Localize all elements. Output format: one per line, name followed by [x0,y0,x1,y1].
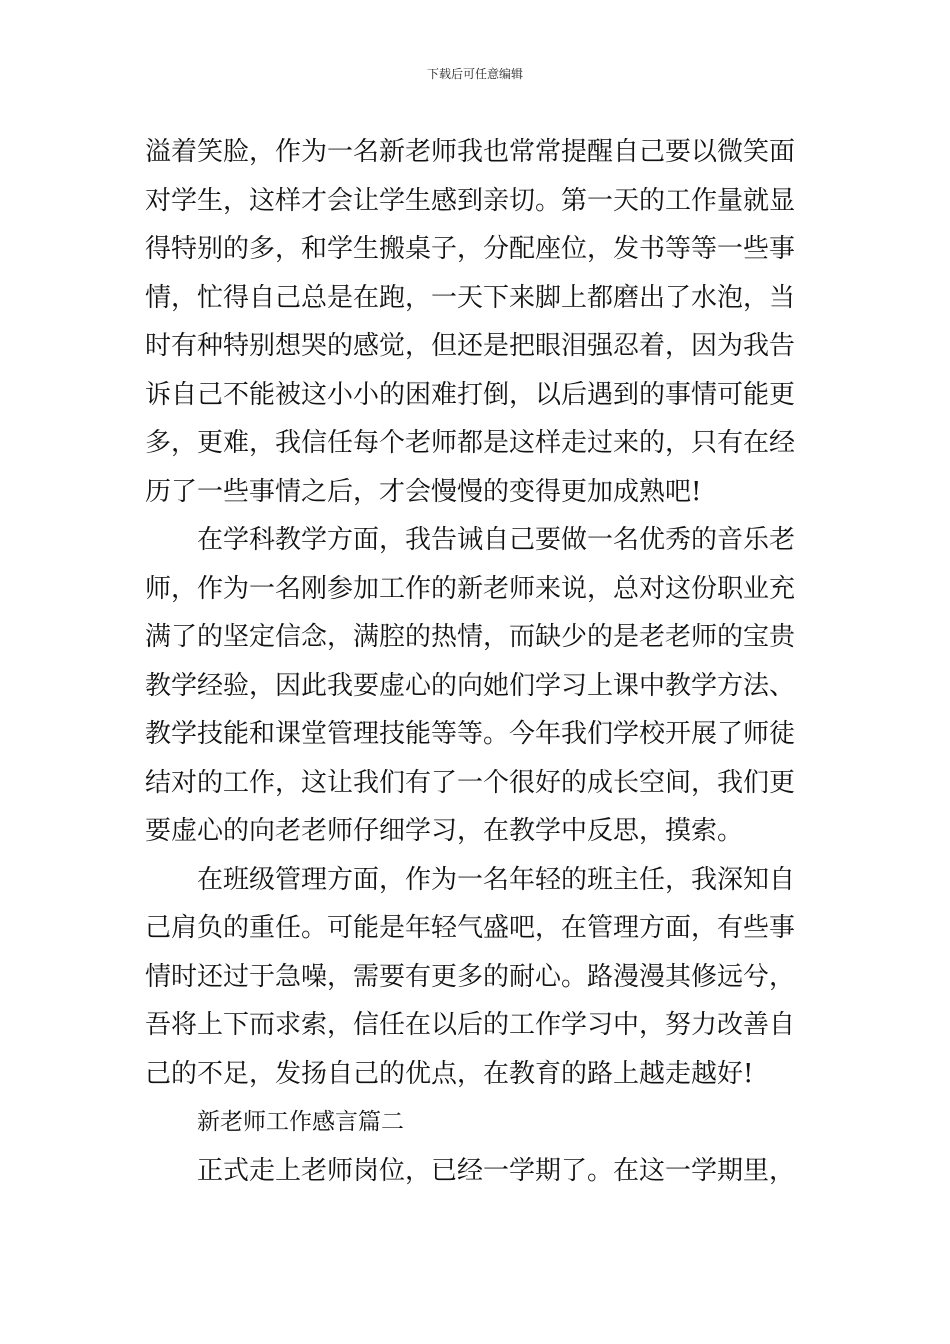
text-line: 要虚心的向老老师仔细学习，在教学中反思，摸索。 [145,816,744,846]
text-line: 多，更难，我信任每个老师都是这样走过来的，只有在经 [145,428,796,458]
text-line: 诉自己不能被这小小的困难打倒，以后遇到的事情可能更 [145,379,796,410]
text-line: 己的不足，发扬自己的优点，在教育的路上越走越好! [145,1058,754,1089]
section-heading: 新老师工作感言篇二 [197,1109,404,1135]
text-line: 师，作为一名刚参加工作的新老师来说，总对这份职业充 [145,573,796,604]
page-header: 下载后可任意编辑 [426,67,523,81]
text-line: 历了一些事情之后，才会慢慢的变得更加成熟吧! [145,476,702,507]
paragraph-start-line: 在班级管理方面，作为一名年轻的班主任，我深知自 [197,864,796,895]
paragraph-start-line: 在学科教学方面，我告诫自己要做一名优秀的音乐老 [197,525,796,555]
text-line: 结对的工作，这让我们有了一个很好的成长空间，我们更 [145,767,796,798]
paragraph-start-line: 正式走上老师岗位，已经一学期了。在这一学期里， [197,1155,796,1186]
text-line: 情，忙得自己总是在跑，一天下来脚上都磨出了水泡，当 [145,282,796,313]
text-line: 得特别的多，和学生搬桌子，分配座位，发书等等一些事 [145,234,796,264]
document-body [145,128,805,1195]
text-line: 教学经验，因此我要虚心的向她们学习上课中教学方法、 [145,670,796,701]
text-line: 吾将上下而求索，信任在以后的工作学习中，努力改善自 [145,1010,796,1040]
text-line: 溢着笑脸，作为一名新老师我也常常提醒自己要以微笑面 [145,137,796,167]
text-line: 对学生，这样才会让学生感到亲切。第一天的工作量就显 [145,185,796,216]
text-line: 己肩负的重任。可能是年轻气盛吧，在管理方面，有些事 [145,913,796,943]
text-line: 满了的坚定信念，满腔的热情，而缺少的是老老师的宝贵 [145,622,796,652]
text-line: 教学技能和课堂管理技能等等。今年我们学校开展了师徒 [145,719,796,749]
text-line: 情时还过于急噪，需要有更多的耐心。路漫漫其修远兮， [145,961,796,992]
text-line: 时有种特别想哭的感觉，但还是把眼泪强忍着，因为我告 [145,331,796,361]
